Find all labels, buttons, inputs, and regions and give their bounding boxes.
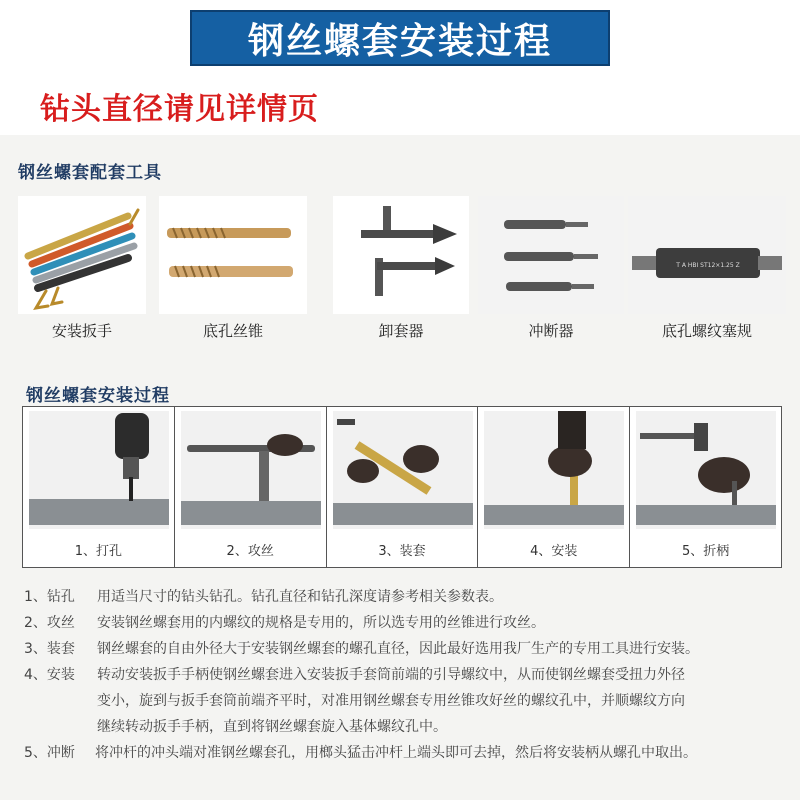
description-drill xyxy=(24,584,794,610)
drill-diameter-note: 钻头直径请见详情页 xyxy=(40,92,319,127)
tool-tang-breaker xyxy=(478,196,624,340)
step-label: 3、装套 xyxy=(378,544,426,559)
step-insert xyxy=(327,407,479,567)
description-text xyxy=(97,662,794,740)
tools-heading: 钢丝螺套配套工具 xyxy=(18,163,162,183)
description-step: 2、攻丝 xyxy=(24,615,75,631)
drilling-image xyxy=(29,411,169,529)
description-text xyxy=(97,584,794,610)
description-line: 继续转动扳手手柄，直到将钢丝螺套旋入基体螺纹孔中。 xyxy=(97,719,447,735)
step-label: 4、安装 xyxy=(530,544,578,559)
description-line: 用适当尺寸的钻头钻孔。钻孔直径和钻孔深度请参考相关参数表。 xyxy=(97,589,503,605)
tapping-image xyxy=(181,411,321,529)
description-install xyxy=(24,662,794,740)
description-line: 钢丝螺套的自由外径大于安装钢丝螺套的螺孔直径，因此最好选用我厂生产的专用工具进行安装。 xyxy=(97,641,699,657)
description-insert xyxy=(24,636,794,662)
description-text xyxy=(97,610,794,636)
description-tap xyxy=(24,610,794,636)
tap-image xyxy=(159,196,307,314)
step-drill xyxy=(23,407,175,567)
tool-tap xyxy=(159,196,307,340)
page-title: 钢丝螺套安装过程 xyxy=(247,20,552,62)
description-step: 5、冲断 xyxy=(24,745,75,761)
breaking-tang-image xyxy=(636,411,776,529)
tool-extractor xyxy=(333,196,469,340)
step-label: 5、折柄 xyxy=(681,544,730,559)
extractor-image xyxy=(333,196,469,314)
step-break-tang xyxy=(630,407,781,567)
tang-breaker-image xyxy=(478,196,624,314)
page-title-banner xyxy=(190,10,610,66)
description-break xyxy=(24,740,794,766)
description-text xyxy=(97,636,794,662)
tool-install-wrench xyxy=(18,196,146,340)
process-heading: 钢丝螺套安装过程 xyxy=(26,386,170,406)
step-install xyxy=(478,407,630,567)
process-descriptions xyxy=(24,584,794,766)
tool-plug-gauge xyxy=(628,196,786,340)
tool-label: 安装扳手 xyxy=(51,322,112,340)
inserting-image xyxy=(333,411,473,529)
process-steps-strip xyxy=(22,406,782,568)
description-step: 3、装套 xyxy=(24,641,75,657)
description-step: 1、钻孔 xyxy=(24,589,75,605)
tool-label: 冲断器 xyxy=(528,322,574,340)
description-text xyxy=(95,740,794,766)
tool-label: 卸套器 xyxy=(378,322,424,340)
step-label: 2、攻丝 xyxy=(226,544,274,559)
plug-gauge-image xyxy=(628,196,786,314)
description-line: 变小，旋到与扳手套筒前端齐平时，对准用钢丝螺套专用丝锥攻好丝的螺纹孔中，并顺螺纹方向 xyxy=(97,693,685,709)
tool-label: 底孔螺纹塞规 xyxy=(661,322,752,340)
description-step: 4、安装 xyxy=(24,667,75,683)
description-line: 安装钢丝螺套用的内螺纹的规格是专用的，所以选专用的丝锥进行攻丝。 xyxy=(97,615,545,631)
tool-label: 底孔丝锥 xyxy=(202,322,263,340)
description-line: 将冲杆的冲头端对准钢丝螺套孔，用榔头猛击冲杆上端头即可去掉，然后将安装柄从螺孔中取出。 xyxy=(95,745,697,761)
installing-image xyxy=(484,411,624,529)
description-line: 转动安装扳手手柄使钢丝螺套进入安装扳手套筒前端的引导螺纹中，从而使钢丝螺套受扭力外径 xyxy=(97,667,685,683)
install-wrench-image xyxy=(18,196,146,314)
step-tap xyxy=(175,407,327,567)
gauge-marking: T A HBI ST12×1.25 Z xyxy=(676,262,740,269)
step-label: 1、打孔 xyxy=(74,544,123,559)
